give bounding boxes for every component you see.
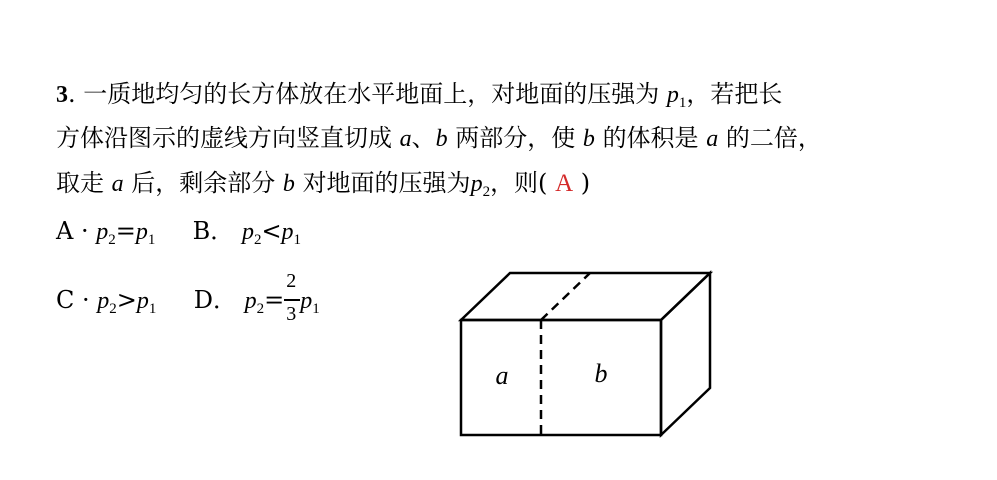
var-p: p bbox=[281, 219, 294, 245]
question-text-2c: 的体积是 bbox=[602, 124, 699, 152]
sub-1: 1 bbox=[678, 95, 687, 111]
sub-2: 2 bbox=[108, 232, 116, 248]
option-a-label: A bbox=[56, 217, 74, 245]
option-b-dot: ． bbox=[210, 217, 235, 245]
answer-mark: A bbox=[555, 170, 574, 197]
top-face bbox=[461, 273, 710, 320]
question-text-3a: 取走 bbox=[56, 169, 104, 197]
sub-2: 2 bbox=[482, 184, 491, 200]
region-label-a: a bbox=[495, 361, 509, 390]
sub-2: 2 bbox=[256, 301, 265, 317]
question-number-dot: . bbox=[68, 80, 76, 108]
var-p: p bbox=[470, 171, 483, 197]
var-p: p bbox=[96, 219, 109, 245]
var-p: p bbox=[97, 288, 110, 314]
equals-sign: = bbox=[115, 217, 136, 245]
question-text-2a: 方体沿图示的虚线方向竖直切成 bbox=[56, 124, 392, 152]
sub-2: 2 bbox=[109, 301, 117, 317]
question-text-2d: 的二倍， bbox=[725, 124, 822, 152]
sub-1: 1 bbox=[147, 232, 156, 248]
var-a: a bbox=[399, 126, 412, 152]
question-text-1b: ，若把长 bbox=[686, 80, 783, 108]
side-face bbox=[661, 273, 710, 435]
option-c-label: C bbox=[56, 286, 75, 314]
region-label-b: b bbox=[594, 359, 608, 388]
greater-than-sign: > bbox=[116, 286, 137, 314]
sub-1: 1 bbox=[312, 301, 320, 317]
question-text-3d: ，则( bbox=[490, 169, 548, 197]
fraction-numerator: 2 bbox=[286, 270, 297, 292]
question-text-3b: 后，剩余部分 bbox=[131, 169, 276, 197]
var-p: p bbox=[241, 219, 254, 245]
option-d-dot: ． bbox=[212, 286, 237, 314]
option-b-label: B bbox=[192, 217, 211, 245]
var-p: p bbox=[135, 219, 148, 245]
var-b: b bbox=[582, 126, 595, 152]
question-text-2b: 两部分，使 bbox=[455, 124, 576, 152]
question-number: 3 bbox=[56, 82, 68, 108]
option-c-dot: · bbox=[82, 286, 90, 314]
fraction-denominator: 3 bbox=[286, 303, 297, 325]
var-p: p bbox=[666, 82, 679, 108]
var-b: b bbox=[282, 171, 295, 197]
cut-line-top bbox=[541, 273, 590, 320]
question-text-1a: 一质地均匀的长方体放在水平地面上，对地面的压强为 bbox=[83, 80, 660, 108]
less-than-sign: < bbox=[261, 217, 282, 245]
var-p: p bbox=[300, 288, 313, 314]
separator: 、 bbox=[411, 124, 436, 152]
var-b: b bbox=[435, 126, 448, 152]
var-a: a bbox=[111, 171, 124, 197]
front-face bbox=[461, 320, 661, 435]
var-p: p bbox=[244, 288, 257, 314]
option-a-dot: · bbox=[80, 217, 89, 245]
sub-2: 2 bbox=[253, 232, 262, 248]
sub-1: 1 bbox=[148, 301, 157, 317]
var-a: a bbox=[706, 126, 719, 152]
equals-sign: = bbox=[264, 286, 285, 314]
question-text-3c: 对地面的压强为 bbox=[302, 169, 471, 197]
var-p: p bbox=[136, 288, 149, 314]
option-d-label: D bbox=[193, 286, 213, 314]
close-paren: ) bbox=[580, 169, 591, 197]
sub-1: 1 bbox=[293, 232, 302, 248]
